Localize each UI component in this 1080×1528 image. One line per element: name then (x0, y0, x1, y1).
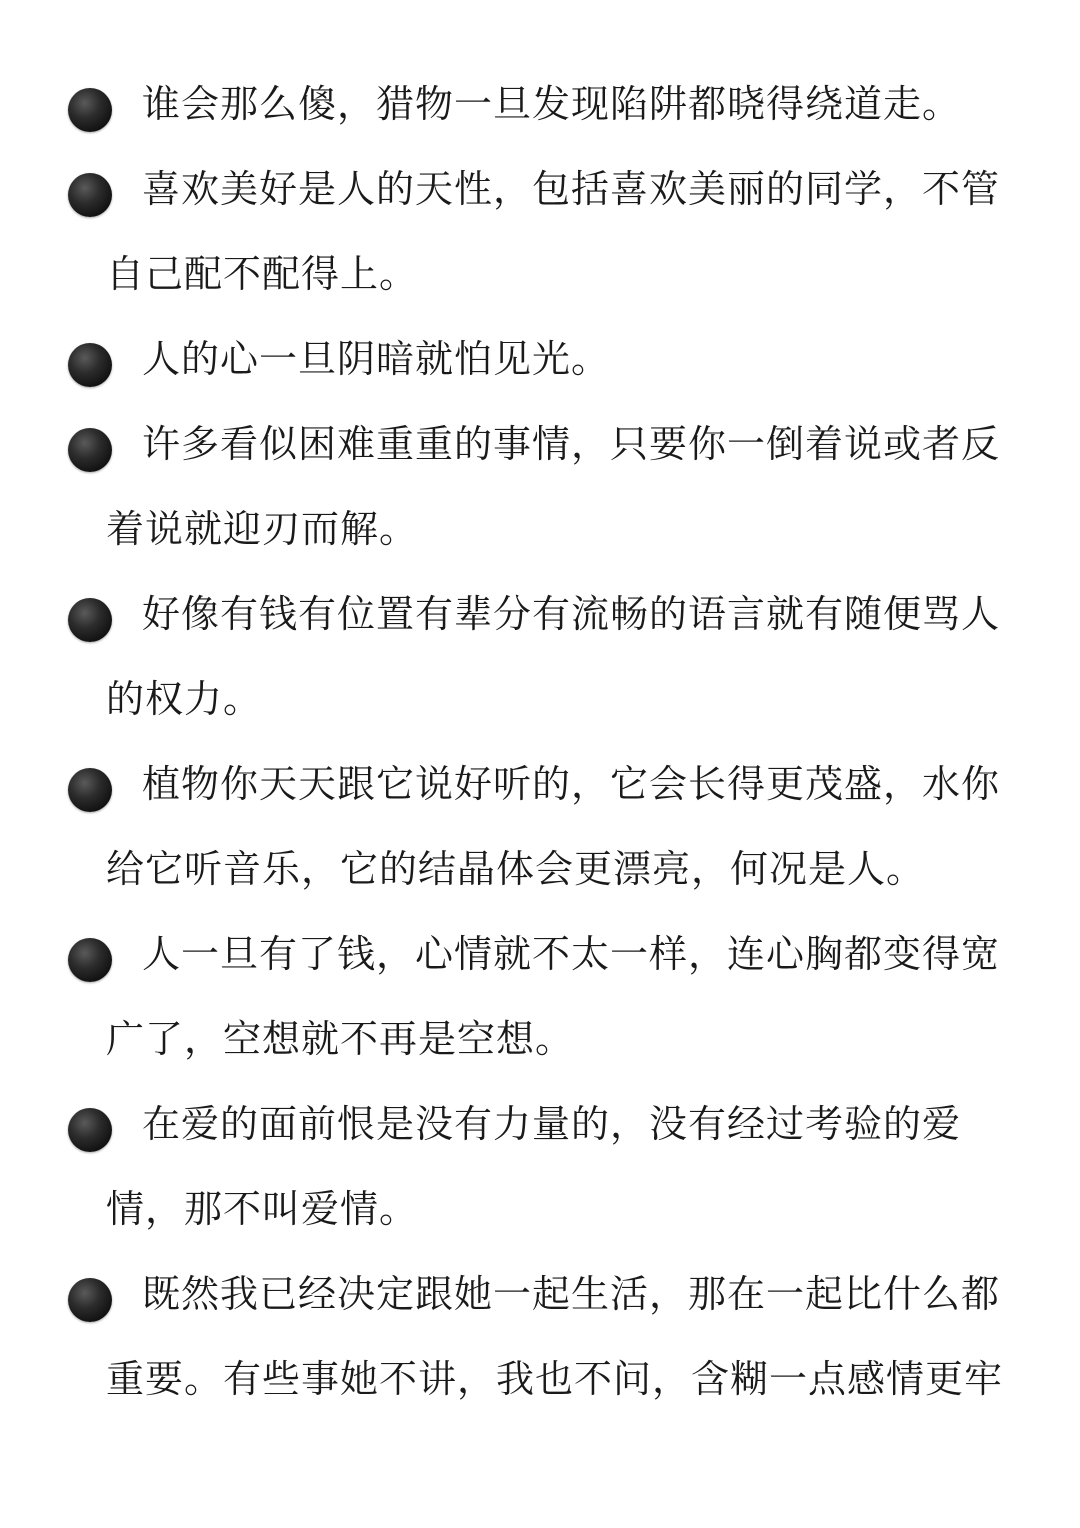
list-item (0, 1082, 1080, 1252)
bullet-dot-icon (68, 173, 112, 217)
list-item (0, 402, 1080, 572)
bullet-dot-icon (68, 1108, 112, 1152)
quote-text: 人一旦有了钱，心情就不太一样，连心胸都变得宽广了，空想就不再是空想。 (106, 932, 1001, 1061)
bullet-dot-icon (68, 598, 112, 642)
bullet-dot-icon (68, 1278, 112, 1322)
bullet-dot-icon (68, 768, 112, 812)
list-item (0, 147, 1080, 317)
quote-text: 好像有钱有位置有辈分有流畅的语言就有随便骂人的权力。 (106, 592, 1001, 721)
quote-text: 喜欢美好是人的天性，包括喜欢美丽的同学，不管自己配不配得上。 (106, 167, 1001, 296)
list-item (0, 742, 1080, 912)
bullet-dot-icon (68, 428, 112, 472)
list-item (0, 1252, 1080, 1422)
quote-text: 人的心一旦阴暗就怕见光。 (142, 337, 611, 381)
list-item (0, 572, 1080, 742)
list-item (0, 317, 1080, 402)
list-item (0, 912, 1080, 1082)
quote-text: 既然我已经决定跟她一起生活，那在一起比什么都重要。有些事她不讲，我也不问，含糊一点感情更牢 (106, 1272, 1004, 1401)
bullet-dot-icon (68, 938, 112, 982)
quote-text: 许多看似困难重重的事情，只要你一倒着说或者反着说就迎刃而解。 (106, 422, 1001, 551)
quote-text: 谁会那么傻，猎物一旦发现陷阱都晓得绕道走。 (142, 82, 962, 126)
quote-list (0, 62, 1080, 1422)
bullet-dot-icon (68, 88, 112, 132)
list-item (0, 62, 1080, 147)
quote-text: 植物你天天跟它说好听的，它会长得更茂盛，水你给它听音乐，它的结晶体会更漂亮，何况是人。 (106, 762, 1001, 891)
quote-text: 在爱的面前恨是没有力量的，没有经过考验的爱情，那不叫爱情。 (106, 1102, 962, 1231)
bullet-dot-icon (68, 343, 112, 387)
